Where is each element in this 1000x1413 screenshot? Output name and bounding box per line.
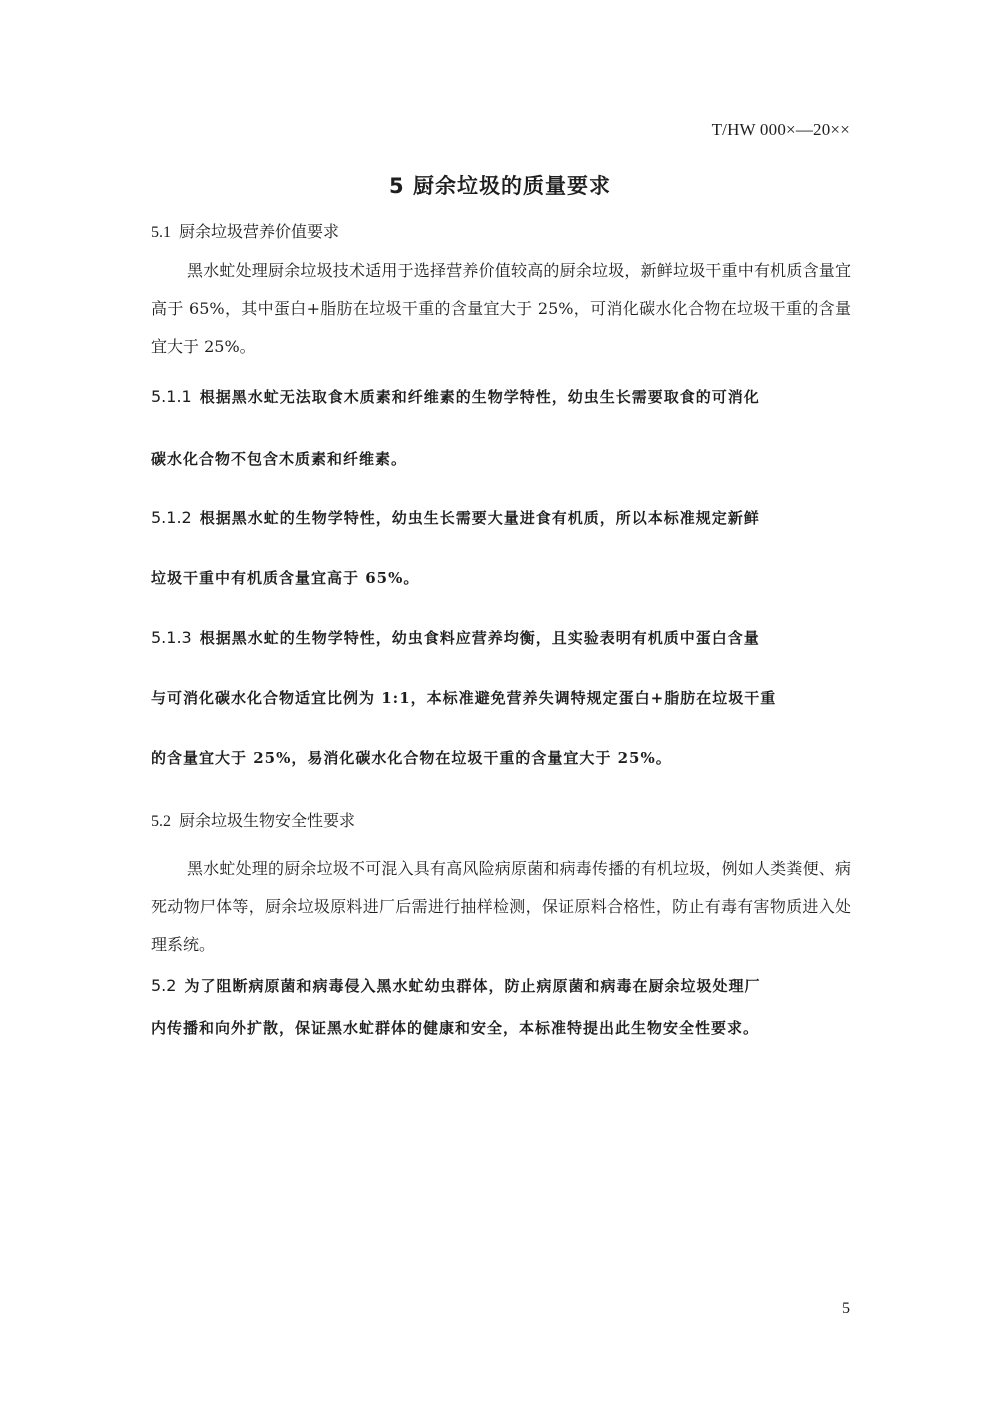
note-5-2-line-2: 内传播和向外扩散，保证黑水虻群体的健康和安全，本标准特提出此生物安全性要求。 — [151, 1019, 760, 1037]
note-5-1-2-line-1 — [151, 507, 851, 528]
note-5-1-3-line-2: 与可消化碳水化合物适宜比例为 1:1，本标准避免营养失调特规定蛋白+脂肪在垃圾干重 — [151, 689, 777, 707]
note-text: 根据黑水虻的生物学特性，幼虫食料应营养均衡，且实验表明有机质中蛋白含量 — [199, 629, 760, 647]
note-number: 5.1.2 — [151, 508, 192, 527]
note-5-2-line-1 — [151, 975, 851, 996]
section-title: 厨余垃圾营养价值要求 — [179, 222, 340, 241]
note-text: 为了阻断病原菌和病毒侵入黑水虻幼虫群体，防止病原菌和病毒在厨余垃圾处理厂 — [184, 977, 761, 995]
note-5-1-3-line-1 — [151, 627, 851, 648]
note-5-1-3-line-3: 的含量宜大于 25%，易消化碳水化合物在垃圾干重的含量宜大于 25%。 — [151, 749, 672, 767]
section-body-5-1: 黑水虻处理厨余垃圾技术适用于选择营养价值较高的厨余垃圾，新鲜垃圾干重中有机质含量宜高于 65%，其中蛋白+脂肪在垃圾干重的含量宜大于 25%，可消化碳水化合物在垃圾干重的含量宜大于 25%。 — [151, 261, 851, 356]
note-5-1-1-line-2: 碳水化合物不包含木质素和纤维素。 — [151, 450, 408, 468]
section-body-5-2: 黑水虻处理的厨余垃圾不可混入具有高风险病原菌和病毒传播的有机垃圾，例如人类粪便、病死动物尸体等，厨余垃圾原料进厂后需进行抽样检测，保证原料合格性，防止有毒有害物质进入处理系统。 — [151, 859, 851, 954]
section-number: 5.2 — [151, 813, 171, 830]
section-title: 厨余垃圾生物安全性要求 — [179, 811, 356, 830]
note-number: 5.1.1 — [151, 387, 192, 406]
note-text: 根据黑水虻的生物学特性，幼虫生长需要大量进食有机质，所以本标准规定新鲜 — [199, 509, 760, 527]
note-5-1-1-line-1 — [151, 386, 851, 407]
note-number: 5.2 — [151, 976, 177, 995]
section-heading-5-1 — [151, 219, 339, 242]
page-number: 5 — [842, 1300, 850, 1317]
note-number: 5.1.3 — [151, 628, 192, 647]
document-code: T/HW 000×—20×× — [711, 120, 850, 139]
section-number: 5.1 — [151, 224, 171, 241]
note-5-1-2-line-2: 垃圾干重中有机质含量宜高于 65%。 — [151, 569, 420, 587]
note-text: 根据黑水虻无法取食木质素和纤维素的生物学特性，幼虫生长需要取食的可消化 — [199, 388, 760, 406]
chapter-title: 5 厨余垃圾的质量要求 — [389, 174, 611, 198]
section-heading-5-2 — [151, 808, 355, 831]
